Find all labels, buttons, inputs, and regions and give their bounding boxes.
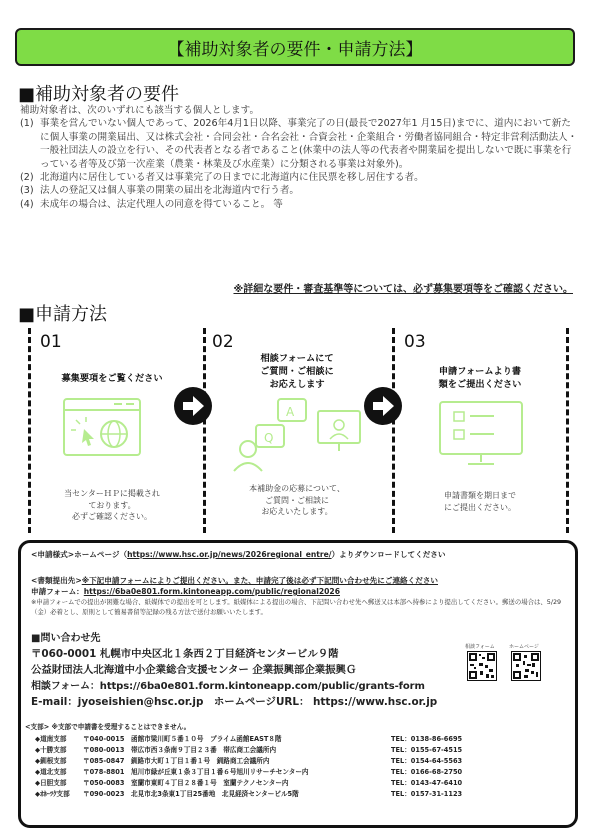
step-description: 当センターＨＰに掲載され ております。 必ずご確認ください。 [64,489,160,521]
step-divider [203,328,206,533]
svg-text:A: A [286,405,295,419]
submission-instruction: ※下記申請フォームによりご提出ください。また、申請完了後は必ず下記問い合わせ先にご連絡ください [81,576,439,585]
step-title: 相談フォームにて ご質問・ご相談に お応えします [260,353,334,390]
requirement-text: 未成年の場合は、法定代理人の同意を得ていること。 等 [40,198,283,210]
detail-note: ※詳細な要件・審査基準等については、必ず募集要項等をご確認ください。 [233,284,573,295]
application-form-label: 申請フォーム： [31,587,84,596]
requirement-text: 北海道内に居住している者又は事業完了の日までに北海道内に住民票を移し居住する者。 [40,172,424,184]
step-divider [392,328,395,533]
form-download-line [31,549,446,560]
requirements-heading: ■補助対象者の要件 [18,84,180,105]
contact-address: 〒060-0001 札幌市中央区北１条西２丁目経済センタービル９階 [31,648,339,660]
step-number: 02 [212,332,234,352]
form-download-prefix: <申請様式>ホームページ（ [31,550,128,559]
branch-name: ◆ｵﾎｰﾂｸ支部 [35,790,70,798]
branch-zip: 〒050-0083 [83,779,125,787]
application-form-link[interactable]: https://6ba0e801.form.kintoneapp.com/public/regional2026 [83,587,340,596]
qr-label-homepage: ホームページ [509,644,539,650]
paper-submission-note: ※申請フォームでの提出が困難な場合、紙媒体での提出を可とします。紙媒体による提出の場合、下記問い合わせ先へ郵送又は本部へ持参により提出してください。郵送の場合は、5/29（金）必着とし、原則として簡易書留等記録の残る方法で送付お願いいたします。 [31,598,562,616]
requirement-number: (3) [20,185,34,197]
step-title: 申請フォームより書 類をご提出ください [438,366,522,390]
requirement-item [20,117,580,171]
requirement-number: (4) [20,198,34,210]
branch-address: 北見市北3条東1丁目25番地 北見経済センタービル5階 [131,790,299,798]
branch-tel: TEL：0154-64-5563 [391,757,463,765]
svg-text:Q: Q [264,431,274,445]
branch-tel: TEL：0166-68-2750 [391,768,463,776]
branch-name: ◆道北支部 [35,768,67,776]
application-heading: ■申請方法 [18,304,108,325]
email-and-homepage[interactable]: E-mail：jyoseishien@hsc.or.jp ホームページURL： https://www.hsc.or.jp [31,696,438,708]
branch-name: ◆道南支部 [35,735,67,743]
title-banner: 【補助対象者の要件・申請方法】 [15,28,575,66]
arrow-right-icon [174,387,212,425]
branch-address: 帯広市西３条南９丁目２３番 帯広商工会議所内 [131,746,277,754]
step-number: 01 [40,332,62,352]
branch-zip: 〒090-0023 [83,790,125,798]
application-form-line [31,586,340,597]
step-description: 本補助金の応募について、 ご質問・ご相談に お応えいたします。 [249,484,345,516]
requirement-number: (2) [20,172,34,184]
branch-tel: TEL：0143-47-6410 [391,779,463,787]
branch-zip: 〒085-0847 [83,757,125,765]
contact-organization: 公益財団法人北海道中小企業総合支援センター 企業振興部企業振興Ｇ [31,664,357,676]
branch-address: 旭川市緑が丘東１条３丁目１番６号旭川リサーチセンター内 [131,768,309,776]
branch-name: ◆日胆支部 [35,779,67,787]
branch-heading: <支部> ※支部で申請書を受理することはできません。 [25,723,191,731]
requirement-text: 事業を営んでいない個人であって、2026年4月1日以降、事業完了の日(最長で2027年1 月15日)までに、道内において新たに個人事業の開業届出、又は株式会社・合同会社・合名会社・合資会社・企業組合・労働者協同組合・特定非営利活動法人・一般社団法人の設立を行い、その代表者となる者であること(休業中の法人等の代表者や開業届を提出しないで既に事業を行っている者等及び第一次産業（農業・林業及び水産業）に分類される事業は対象外)。 [40,118,578,170]
branch-address: 室蘭市東町４丁目２８番１号 室蘭テクノセンター内 [131,779,289,787]
requirement-item [20,171,580,184]
contact-heading: ■問い合わせ先 [31,633,101,644]
monitor-form-icon [436,400,526,468]
branch-tel: TEL：0138-86-6695 [391,735,463,743]
requirement-item [20,184,580,197]
requirement-text: 法人の登記又は個人事業の開業の届出を北海道内で行う者。 [40,185,300,197]
branch-tel: TEL：0157-31-1123 [391,790,463,798]
consultation-icon [222,395,372,475]
submission-label: <書類提出先> [31,576,82,585]
requirement-item [20,198,580,211]
qr-code-homepage[interactable] [511,651,541,681]
branch-address: 釧路市大町１丁目１番１号 釧路商工会議所内 [131,757,270,765]
form-download-link[interactable]: https://www.hsc.or.jp/news/2026regional_entre/ [127,550,332,559]
requirements-list [20,104,580,211]
branch-address: 函館市梁川町５番１０号 プライム函館EAST８階 [131,735,282,743]
step-divider [28,328,31,533]
web-browser-icon [62,393,144,465]
requirements-intro: 補助対象者は、次のいずれにも該当する個人とします。 [20,105,260,116]
step-number: 03 [404,332,426,352]
branch-name: ◆十勝支部 [35,746,67,754]
arrow-right-icon [364,387,402,425]
step-title: 募集要項をご覧ください [61,373,163,384]
consultation-form-url[interactable]: 相談フォーム：https://6ba0e801.form.kintoneapp.com/public/grants-form [31,681,425,692]
branch-tel: TEL：0155-67-4515 [391,746,463,754]
form-download-suffix: ）よりダウンロードしてください [331,550,446,559]
requirement-number: (1) [20,118,34,130]
qr-label-consult: 相談フォーム [465,644,495,650]
step-divider [566,328,569,533]
step-description: 申請書類を期日まで にご提出ください。 [444,491,516,512]
branch-name: ◆釧根支部 [35,757,67,765]
submission-line [31,575,438,586]
qr-code-consult[interactable] [467,651,497,681]
branch-zip: 〒040-0015 [83,735,125,743]
branch-zip: 〒078-8801 [83,768,125,776]
branch-zip: 〒080-0013 [83,746,125,754]
info-box [18,540,578,828]
